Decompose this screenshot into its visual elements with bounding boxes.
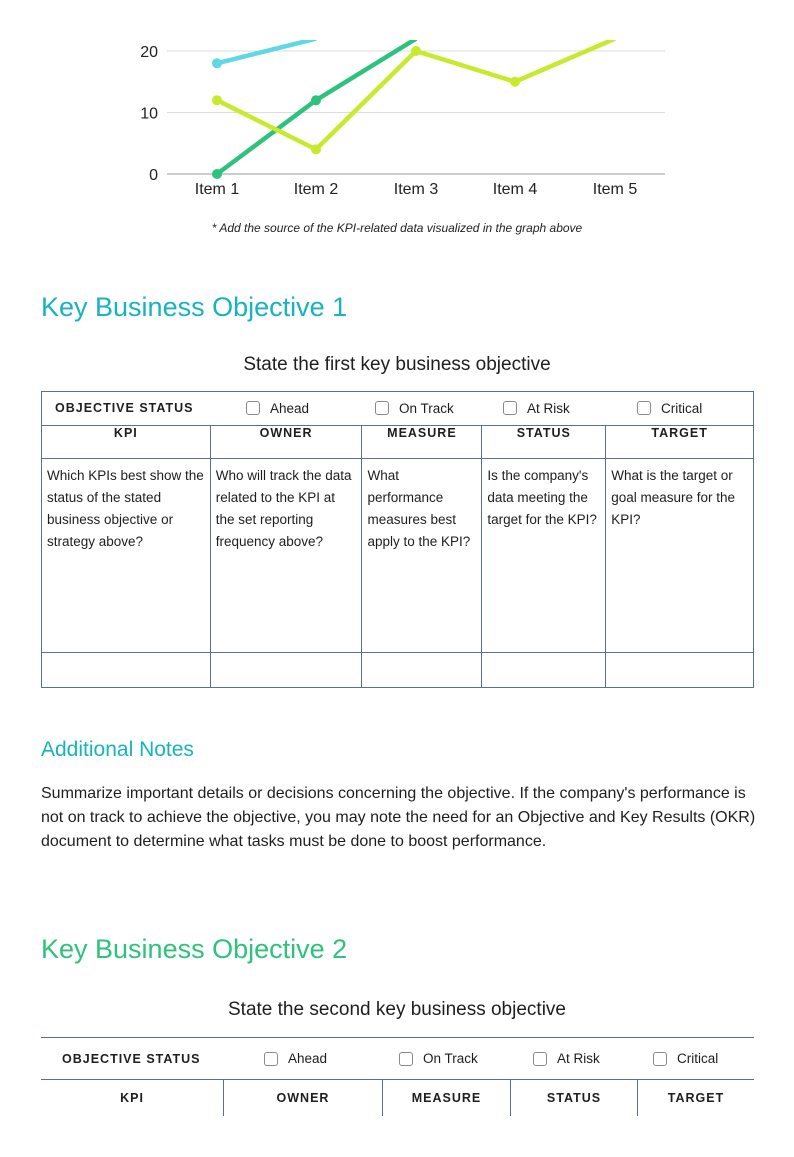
checkbox-icon[interactable] [399,1052,413,1066]
objective-1-subtitle: State the first key business objective [243,354,551,375]
data-point [311,144,321,154]
data-point [311,95,321,105]
objective-1-title: Key Business Objective 1 [41,292,348,322]
x-tick-label: Item 2 [293,181,339,198]
y-tick-label: 20 [140,44,158,61]
empty-cell[interactable] [210,653,362,688]
y-tick-label: 10 [140,105,158,123]
header-status: STATUS [511,1080,638,1116]
x-tick-label: Item 3 [393,181,439,198]
y-tick-label: 0 [149,167,158,184]
header-kpi: KPI [42,426,211,459]
cell-owner[interactable]: Who will track the data related to the KPI at the set reporting frequency above? [210,459,362,653]
empty-cell[interactable] [482,653,606,688]
x-tick-label: Item 4 [492,181,538,198]
header-owner: OWNER [224,1080,383,1116]
status-option-at-risk[interactable]: At Risk [503,401,570,416]
additional-notes-title: Additional Notes [41,738,194,761]
status-option-critical[interactable]: Critical [653,1051,718,1066]
table-row [42,653,754,688]
additional-notes-text: Summarize important details or decisions concerning the objective. If the company's performance is not on track to achieve the objective, you may note the need for an Objective and Key Results (OKR) document to determine what tasks must be done to boost performance. [41,785,756,850]
data-point [411,46,421,56]
header-kpi: KPI [41,1080,224,1116]
checkbox-icon[interactable] [637,401,651,415]
x-tick-label: Item 5 [592,181,638,198]
checkbox-icon[interactable] [264,1052,278,1066]
cell-status[interactable]: Is the company's data meeting the target for the KPI? [482,459,606,653]
objective-2-title: Key Business Objective 2 [41,934,348,964]
header-owner: OWNER [210,426,362,459]
objective-status-label: OBJECTIVE STATUS [62,1052,201,1066]
data-point [212,169,222,179]
header-target: TARGET [606,426,754,459]
table-header-row [42,426,754,459]
header-measure: MEASURE [362,426,482,459]
empty-cell[interactable] [362,653,482,688]
status-option-on-track[interactable]: On Track [399,1051,478,1066]
header-status: STATUS [482,426,606,459]
checkbox-icon[interactable] [533,1052,547,1066]
status-option-critical[interactable]: Critical [637,401,702,416]
status-option-ahead[interactable]: Ahead [264,1051,327,1066]
table-header-row [41,1080,754,1116]
x-tick-label: Item 1 [194,181,240,198]
checkbox-icon[interactable] [503,401,517,415]
checkbox-icon[interactable] [653,1052,667,1066]
objective-1-table [41,391,754,688]
checkbox-icon[interactable] [246,401,260,415]
empty-cell[interactable] [42,653,211,688]
data-point [510,77,520,87]
objective-status-label: OBJECTIVE STATUS [55,401,194,415]
empty-cell[interactable] [606,653,754,688]
header-measure: MEASURE [383,1080,511,1116]
header-target: TARGET [667,1091,725,1105]
checkbox-icon[interactable] [375,401,389,415]
status-option-at-risk[interactable]: At Risk [533,1051,600,1066]
data-point [212,95,222,105]
chart-source-note: * Add the source of the KPI-related data visualized in the graph above [211,221,583,235]
data-point [212,58,222,68]
cell-kpi[interactable]: Which KPIs best show the status of the stated business objective or strategy above? [42,459,211,653]
kpi-line-chart [0,0,794,210]
cell-measure[interactable]: What performance measures best apply to the KPI? [362,459,482,653]
objective-2-subtitle: State the second key business objective [228,999,566,1020]
status-option-on-track[interactable]: On Track [375,401,454,416]
table-row [42,459,754,653]
cell-target[interactable]: What is the target or goal measure for the KPI? [606,459,754,653]
objective-status-row [42,392,754,426]
status-option-ahead[interactable]: Ahead [246,401,309,416]
objective-status-row [41,1037,754,1080]
